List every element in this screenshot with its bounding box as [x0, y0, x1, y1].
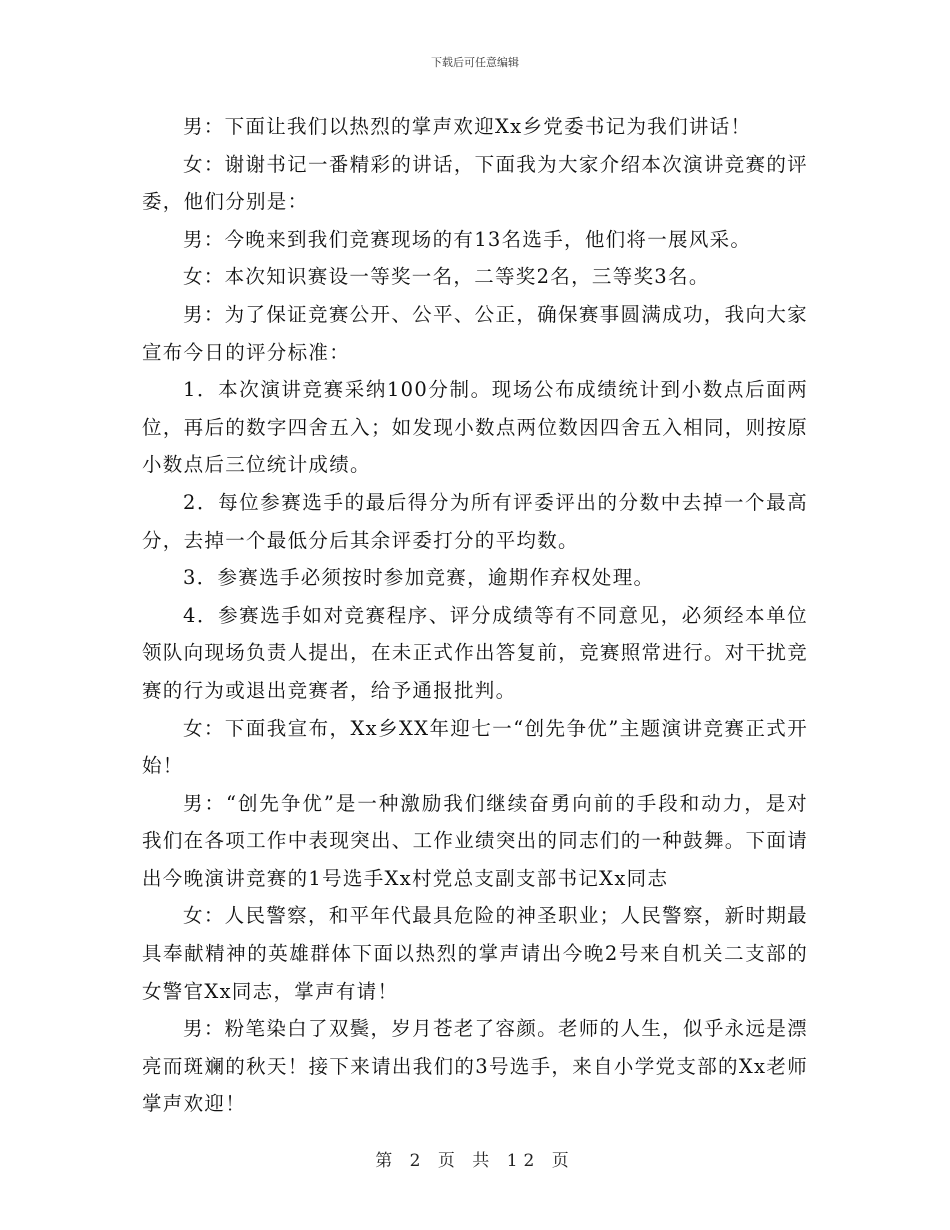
paragraph-8: 3．参赛选手必须按时参加竞赛，逾期作弃权处理。	[183, 566, 655, 590]
paragraph-11: 男：“创先争优”是一种激励我们继续奋勇向前的手段和动力，是对我们在各项工作中表现突出、工作业绩突出的同志们的一种鼓舞。下面请出今晚演讲竞赛的1号选手Xx村党总支副支部书记Xx同志	[142, 791, 808, 890]
paragraph-2: 女：谢谢书记一番精彩的讲话，下面我为大家介绍本次演讲竞赛的评委，他们分别是：	[142, 152, 808, 214]
paragraph-10: 女：下面我宣布，Xx乡XX年迎七一“创先争优”主题演讲竞赛正式开始！	[142, 716, 808, 778]
paragraph-13: 男：粉笔染白了双鬓，岁月苍老了容颜。老师的人生，似乎永远是漂亮而斑斓的秋天！接下来请出我们的3号选手，来自小学党支部的Xx老师掌声欢迎！	[142, 1017, 808, 1116]
paragraph-5: 男：为了保证竞赛公开、公平、公正，确保赛事圆满成功，我向大家宣布今日的评分标准：	[142, 302, 808, 364]
paragraph-4: 女：本次知识赛设一等奖一名，二等奖2名，三等奖3名。	[183, 265, 710, 289]
paragraph-6: 1．本次演讲竞赛采纳100分制。现场公布成绩统计到小数点后面两位，再后的数字四舍五入；如发现小数点两位数因四舍五入相同，则按原小数点后三位统计成绩。	[142, 378, 808, 477]
paragraph-9: 4．参赛选手如对竞赛程序、评分成绩等有不同意见，必须经本单位领队向现场负责人提出，在未正式作出答复前，竞赛照常进行。对干扰竞赛的行为或退出竞赛者，给予通报批判。	[142, 603, 808, 702]
page-header: 下载后可任意编辑	[431, 56, 519, 69]
document-body	[142, 108, 808, 1123]
page-number-footer: 第 2 页 共 12 页	[375, 1151, 575, 1171]
paragraph-3: 男：今晚来到我们竞赛现场的有13名选手，他们将一展风采。	[183, 227, 752, 251]
paragraph-1: 男：下面让我们以热烈的掌声欢迎Xx乡党委书记为我们讲话！	[183, 115, 752, 138]
paragraph-12: 女：人民警察，和平年代最具危险的神圣职业；人民警察，新时期最具奉献精神的英雄群体下面以热烈的掌声请出今晚2号来自机关二支部的女警官Xx同志，掌声有请！	[142, 904, 808, 1003]
paragraph-7: 2．每位参赛选手的最后得分为所有评委评出的分数中去掉一个最高分，去掉一个最低分后其余评委打分的平均数。	[142, 490, 808, 552]
